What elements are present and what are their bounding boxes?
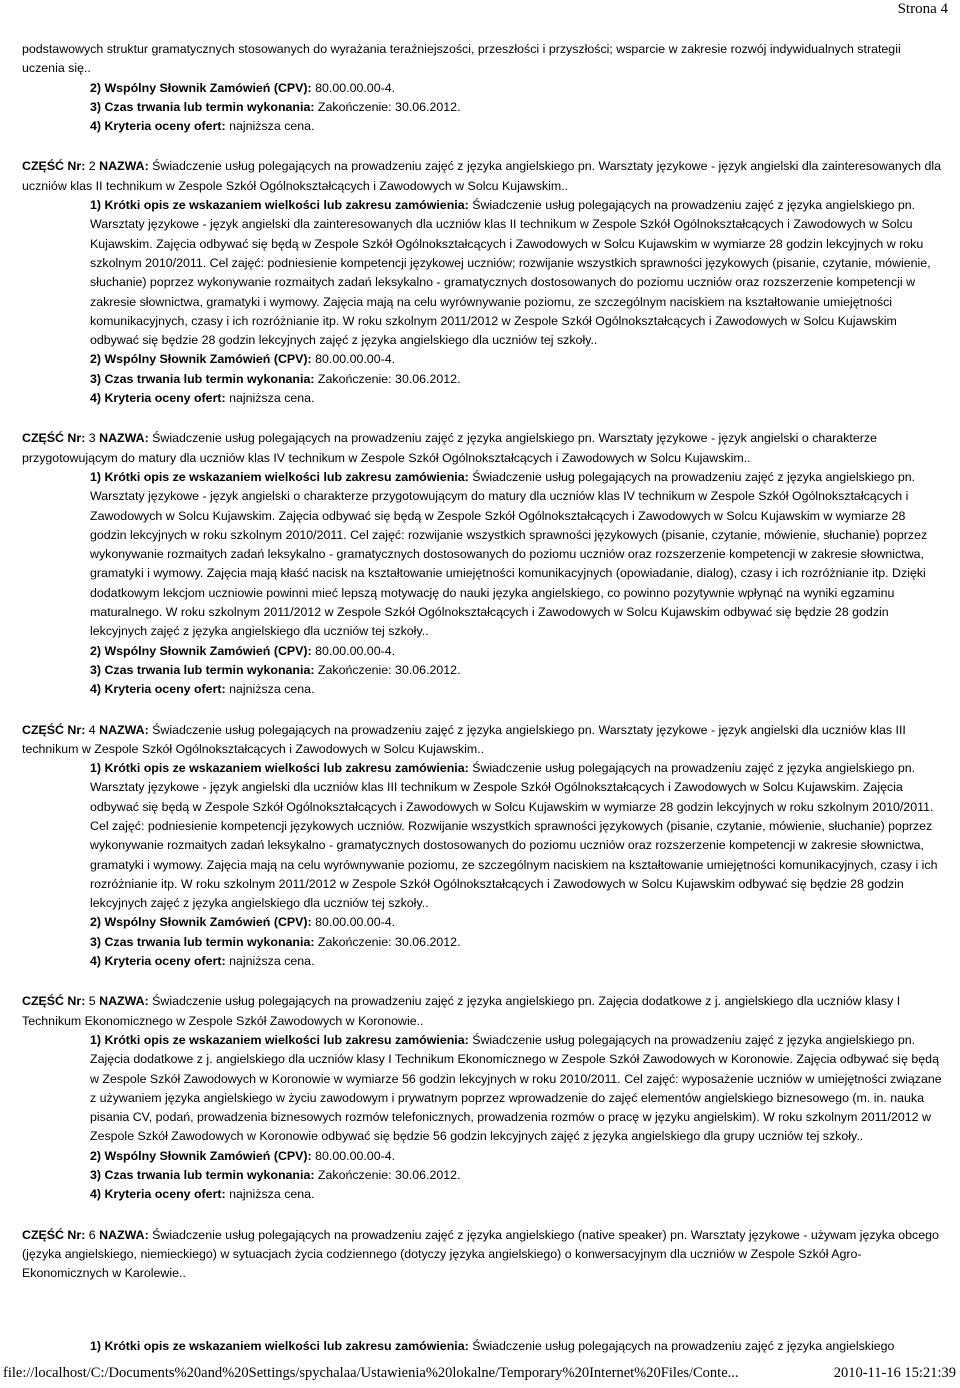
part-cpv: 2) Wspólny Słownik Zamówień (CPV): 80.00.00.00-4. [90,352,396,367]
part-heading: CZĘŚĆ Nr: 3 NAZWA: Świadczenie usług polegających na prowadzeniu zajęć z języka angielskiego pn. Warsztaty językowe - język angielski o charakterze przygotowującym do matury dla uczniów klas IV technikum w Zespole Szkół Ogólnokształcących i Zawodowych w Solcu Kujawskim.. [22,431,877,465]
part-cpv: 2) Wspólny Słownik Zamówień (CPV): 80.00.00.00-4. [90,1148,396,1163]
part-time: 3) Czas trwania lub termin wykonania: Zakończenie: 30.06.2012. [90,934,461,949]
part-heading: CZĘŚĆ Nr: 2 NAZWA: Świadczenie usług polegających na prowadzeniu zajęć z języka angielskiego pn. Warsztaty językowe - język angielski dla zainteresowanych dla uczniów klas II technikum w Zespole Szkół Ogólnokształcących i Zawodowych w Solcu Kujawskim.. [22,159,941,193]
footer-file-path: file://localhost/C:/Documents%20and%20Settings/spychalaa/Ustawienia%20lokalne/Temporary%20Internet%20Files/Conte... [3,1365,739,1381]
part-time: 3) Czas trwania lub termin wykonania: Zakończenie: 30.06.2012. [90,662,461,677]
part-criteria: 4) Kryteria oceny ofert: najniższa cena. [90,682,315,697]
part-short-description: 1) Krótki opis ze wskazaniem wielkości lub zakresu zamówienia: Świadczenie usług polegających na prowadzeniu zajęć z języka angielskiego pn. Zajęcia dodatkowe z j. angielskiego dla uczniów klasy I Technikum Ekonomicznego w Zespole Szkół Zawodowych w Koronowie. Zajęcia odbywać się będą w Zespole Szkół Zawodowych w Koronowie w wymiarze 56 godzin lekcyjnych w roku 2010/2011. Cel zajęć: wyposażenie uczniów w umiejętności związane z używaniem języka angielskiego w życiu zawodowym i prywatnym poprzez wprowadzenie do zajęć elementów angielskiego biznesowego (m. in. nauka pisania CV, podań, prowadzenia biznesowych rozmów telefonicznych, prowadzenia rozmów o pracę w języku angielskim). W roku szkolnym 2011/2012 w Zespole Szkół Zawodowych w Koronowie odbywać się będzie 56 godzin lekcyjnych zajęć z języka angielskiego dla grupy uczniów tej szkoły.. [90,1032,942,1144]
part-criteria: 4) Kryteria oceny ofert: najniższa cena. [90,954,315,969]
page-number: Strona 4 [897,1,948,17]
part-cpv: 2) Wspólny Słownik Zamówień (CPV): 80.00.00.00-4. [90,915,396,930]
part-time: 3) Czas trwania lub termin wykonania: Zakończenie: 30.06.2012. [90,1168,461,1183]
intro-time: 3) Czas trwania lub termin wykonania: Zakończenie: 30.06.2012. [90,99,461,114]
part-heading: CZĘŚĆ Nr: 5 NAZWA: Świadczenie usług polegających na prowadzeniu zajęć z języka angielskiego pn. Zajęcia dodatkowe z j. angielskiego dla uczniów klasy I Technikum Ekonomicznego w Zespole Szkół Zawodowych w Koronowie.. [22,994,901,1028]
part-heading: CZĘŚĆ Nr: 4 NAZWA: Świadczenie usług polegających na prowadzeniu zajęć z języka angielskiego pn. Warsztaty językowe - język angielski dla uczniów klas III technikum w Zespole Szkół Ogólnokształcących i Zawodowych w Solcu Kujawskim.. [22,722,906,756]
part-short-description: 1) Krótki opis ze wskazaniem wielkości lub zakresu zamówienia: Świadczenie usług polegających na prowadzeniu zajęć z języka angielskiego pn. Warsztaty językowe - język angielski dla uczniów klas III technikum w Zespole Szkół Ogólnokształcących i Zawodowych w Solcu Kujawskim. Zajęcia odbywać się będą w Zespole Szkół Ogólnokształcących i Zawodowych w Solcu Kujawskim w wymiarze 28 godzin lekcyjnych w roku szkolnym 2010/2011. Cel zajęć: podniesienie kompetencji językowych uczniów. Rozwijanie wszystkich sprawności językowych (pisanie, czytanie, mówienie, słuchanie) poprzez wykonywanie rozmaitych zadań leksykalno - gramatycznych dostosowanych do poziomu uczniów oraz rozszerzenie kompetencji w zakresie słownictwa, gramatyki i wymowy. Zajęcia mają na celu wyrównywanie poziomu, ze szczególnym naciskiem na kształtowanie umiejętności komunikacyjnych, czasy i ich rozróżnianie itp. W roku szkolnym 2011/2012 w Zespole Szkół Ogólnokształcących i Zawodowych w Solcu Kujawskim odbywać się będzie 28 godzin lekcyjnych zajęć z języka angielskiego dla uczniów tej szkoły.. [90,761,938,911]
intro-cpv: 2) Wspólny Słownik Zamówień (CPV): 80.00.00.00-4. [90,80,396,95]
part-criteria: 4) Kryteria oceny ofert: najniższa cena. [90,391,315,406]
part-criteria: 4) Kryteria oceny ofert: najniższa cena. [90,1187,315,1202]
part-short-description: 1) Krótki opis ze wskazaniem wielkości lub zakresu zamówienia: Świadczenie usług polegających na prowadzeniu zajęć z języka angielskiego pn. Warsztaty językowe - język angielski o charakterze przygotowującym do matury dla uczniów klas IV technikum w Zespole Szkół Ogólnokształcących i Zawodowych w Solcu Kujawskim. Zajęcia odbywać się będą w Zespole Szkół Ogólnokształcących i Zawodowych w Solcu Kujawskim w wymiarze 28 godzin lekcyjnych w roku szkolnym 2010/2011. Cel zajęć: rozwijanie wszystkich sprawności językowych (pisanie, czytanie, mówienie, słuchanie) poprzez wykonywanie rozmaitych zadań leksykalno - gramatycznych dostosowanych do poziomu uczniów oraz rozszerzenie kompetencji w zakresie słownictwa, gramatyki i wymowy. Zajęcia mają kłaść nacisk na kształtowanie umiejętności komunikacyjnych (opowiadanie, dialog), czasy i ich rozróżnianie itp. Dzięki dodatkowym lekcjom uczniowie powinni mieć lepszą motywację do nauki języka angielskiego, co powinno pozytywnie wpłynąć na wyniki egzaminu maturalnego. W roku szkolnym 2011/2012 w Zespole Szkół Ogólnokształcących i Zawodowych w Solcu Kujawskim odbywać się będzie 28 godzin lekcyjnych zajęć z języka angielskiego dla uczniów tej szkoły.. [90,469,928,639]
part-cpv: 2) Wspólny Słownik Zamówień (CPV): 80.00.00.00-4. [90,643,396,658]
document-body [22,40,944,1284]
intro-paragraph: podstawowych struktur gramatycznych stosowanych do wyrażania teraźniejszości, przeszłości i przyszłości; wsparcie w zakresie rozwój indywidualnych strategii uczenia się.. [22,42,901,76]
intro-criteria: 4) Kryteria oceny ofert: najniższa cena. [90,119,315,134]
footer-datetime: 2010-11-16 15:21:39 [833,1365,956,1381]
part-short-description: 1) Krótki opis ze wskazaniem wielkości lub zakresu zamówienia: Świadczenie usług polegających na prowadzeniu zajęć z języka angielskiego pn. Warsztaty językowe - język angielski dla zainteresowanych dla uczniów klas II technikum w Zespole Szkół Ogólnokształcących i Zawodowych w Solcu Kujawskim. Zajęcia odbywać się będą w Zespole Szkół Ogólnokształcących i Zawodowych w Solcu Kujawskim w wymiarze 28 godzin lekcyjnych w roku szkolnym 2010/2011. Cel zajęć: podniesienie kompetencji językowej uczniów; rozwijanie wszystkich sprawności językowych (pisanie, czytanie, mówienie, słuchanie) poprzez wykonywanie rozmaitych zadań leksykalno - gramatycznych dostosowanych do poziomu uczniów oraz rozszerzenie kompetencji w zakresie słownictwa, gramatyki i wymowy. Zajęcia mają na celu wyrównywanie poziomu, ze szczególnym naciskiem na kształtowanie umiejętności komunikacyjnych, czasy i ich rozróżnianie itp. W roku szkolnym 2011/2012 w Zespole Szkół Ogólnokształcących i Zawodowych w Solcu Kujawskim odbywać się będzie 28 godzin lekcyjnych zajęć z języka angielskiego dla uczniów tej szkoły.. [90,198,931,348]
print-footer [3,1365,956,1382]
part-heading: CZĘŚĆ Nr: 6 NAZWA: Świadczenie usług polegających na prowadzeniu zajęć z języka angielskiego (native speaker) pn. Warsztaty językowe - używam języka obcego (języka angielskiego, niemieckiego) w sytuacjach życia codziennego (dotyczy języka angielskiego) o konwersacyjnym dla uczniów w Zespole Szkół Agro-Ekonomicznych w Karolewie.. [22,1227,939,1281]
part-time: 3) Czas trwania lub termin wykonania: Zakończenie: 30.06.2012. [90,371,461,386]
cut-off-line: 1) Krótki opis ze wskazaniem wielkości lub zakresu zamówienia: Świadczenie usług polegających na prowadzeniu zajęć z języka angielskiego [90,1339,895,1353]
